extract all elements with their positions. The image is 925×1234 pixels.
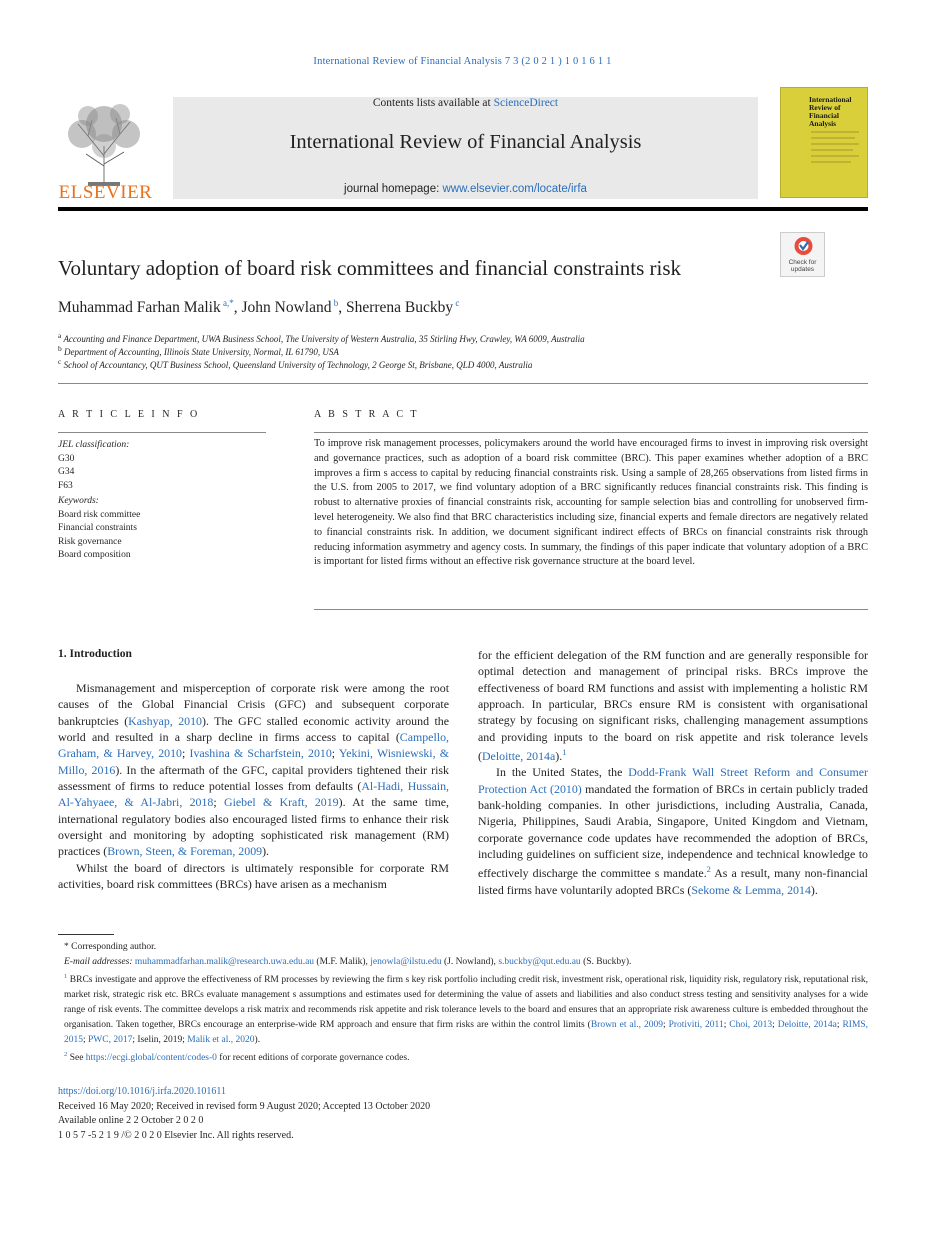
contents-availability [173,97,758,109]
abstract-heading: A B S T R A C T [314,409,420,420]
contents-prefix: Contents lists available at [372,97,494,109]
reference-link[interactable]: PWC, 2017 [88,1034,133,1045]
jel-label: JEL classification: [58,440,130,450]
author-affiliation-marker[interactable]: a,* [220,298,234,308]
footnote-divider [58,934,114,935]
reference-link[interactable]: s.buckby@qut.edu.au [498,956,581,967]
publication-info [58,1085,430,1143]
keyword: Board composition [58,550,131,560]
footnotes [58,940,868,1066]
journal-citation[interactable]: International Review of Financial Analysis 7 3 (2 0 2 1 ) 1 0 1 6 1 1 [313,56,612,67]
homepage-link[interactable]: www.elsevier.com/locate/irfa [442,183,587,195]
jel-code: F63 [58,480,73,491]
affiliation-divider [58,383,868,384]
abstract-divider [314,432,868,433]
paragraph: In the United States, the Dodd-Frank Wall Street Reform and Consumer Protection Act (2010) mandated the formation of BRCs in certain publicly traded bank-holding companies. In other jurisdictions, including Australia, Canada, Nigeria, Philippines, Saudi Arabia, Singapore, United Kingdom and Vietnam, corporate governance code updates have recommended the adoption of BRCs, including guidelines on sufficient size, independence and technical knowledge to effectively discharge the committee s mandate.$^2$ As a result, many non-financial listed firms have voluntarily adopted BRCs (Sekome & Lemma, 2014). [478,765,868,897]
body-right-column [478,647,868,898]
article-title: Voluntary adoption of board risk committees and financial constraints risk [58,256,682,280]
author-name: John Nowland [241,299,332,317]
paragraph: Whilst the board of directors is ultimately responsible for corporate RM activities, board risk committees (BRCs) have arisen as a mechanism [58,860,449,892]
reference-link[interactable]: Ivashina & Scharfstein, 2010 [189,746,332,761]
footnote-marker[interactable]: 1 [562,748,567,758]
paragraph: Mismanagement and misperception of corporate risk were among the root causes of the Global Financial Crisis (GFC) and subsequent corporate bankruptcies (Kashyap, 2010). The GFC stalled economic activity around the world and resulted in a sharp decline in firms access to capital (Campello, Graham, & Harvey, 2010; Ivashina & Scharfstein, 2010; Yekini, Wisniewski, & Millo, 2016). In the aftermath of the GFC, capital providers tightened their risk assessment of firms to reduce potential losses from defaults (Al-Hadi, Hussain, Al-Yahyaee, & Al-Jabri, 2018; Giebel & Kraft, 2019). At the same time, international regulatory bodies also encouraged listed firms to enhance their risk oversight and monitoring by adopting sophisticated risk management (RM) practices (Brown, Steen, & Foreman, 2009). [58,681,450,859]
footnote-2: $^2$ See https://ecgi.global/content/codes-0 for recent editions of corporate governance codes. [64,1050,410,1063]
abstract-bottom-divider [314,609,868,610]
check-for-updates-label: Check for updates [788,259,817,273]
reference-link[interactable]: RIMS, 2015 [64,1019,869,1045]
reference-link[interactable]: Deloitte, 2014a [481,749,556,764]
author-affiliation-marker[interactable]: c [453,298,460,308]
jel-code: G34 [58,467,75,477]
reference-link[interactable]: Malik et al., 2020 [187,1034,255,1045]
affiliation-c: $^c$ School of Accountancy, QUT Business School, Queensland University of Technology, 2 George St, Brisbane, QLD 4000, Australia [58,357,533,370]
cover-text-lines [809,128,864,178]
abstract-text: To improve risk management processes, policymakers around the world have encouraged firms to invest in improving risk oversight and governance practices, such as adoption of a board risk committee (BRC). This paper examines whether adoption of a BRC improves a firm s access to capital by reducing financial constraints risk. Using a sample of 28,265 observations from listed firms in the U.S. from 2005 to 2017, we find voluntary adoption of a BRC significantly reduces financial constraints risk. This finding is robust to alternative proxies of financial constraints risk, accounting for sample selection bias and controlling for unobserved firm-level heterogeneity. We also find that BRC characteristics including size, financial experts and female directors are negatively related to financial constraints risk. In addition, we document significant indirect effects of BRCs on financial constraints risk through reducing information asymmetry and agency costs. In summary, the findings of this paper indicate that voluntary adoption of a BRC is important for listed firms without an effective risk governance structure at the board level. [314,438,868,568]
footnote-1: $^1$ BRCs investigate and approve the effectiveness of RM processes by reviewing the firm s key risk portfolio including credit risk, investment risk, operational risk, liquidity risk, regulatory risk, reputational risk, market risk, strategic risk etc. BRCs evaluate management s assumptions and estimates used for determining the value of assets and liabilities and also conduct stress testing and sensitivity analyses for a wide range of risk events. The committee develops a risk matrix and recommends risk appetite and risk tolerance levels to the board and ensures that an appropriate risk awareness culture is embedded throughout the organisation. Taken together, BRCs encourage an enterprise-wide RM approach and ensure that firm risks are within the control limits (Brown et al., 2009; Protiviti, 2011; Choi, 2013; Deloitte, 2014a; RIMS, 2015; PWC, 2017; Iselin, 2019; Malik et al., 2020). [64,972,869,1045]
reference-link[interactable]: Kashyap, 2010 [128,713,202,728]
keyword: Board risk committee [58,509,141,520]
author-affiliation-marker[interactable]: b [331,298,339,308]
reference-link[interactable]: muhammadfarhan.malik@research.uwa.edu.au [134,956,315,967]
reference-link[interactable]: Choi, 2013 [729,1019,773,1030]
reference-link[interactable]: Dodd-Frank Wall Street Reform and Consumer Protection Act (2010) [478,765,868,796]
affiliation-a: $^a$ Accounting and Finance Department, UWA Business School, The University of Western Australia, 35 Stirling Hwy, Crawley, WA 6009, Australia [58,331,585,344]
homepage-prefix: journal homepage: [344,183,443,195]
header-rule [58,207,868,211]
cover-title: International Review of Financial Analysis [809,95,852,128]
article-info-heading: A R T I C L E I N F O [58,409,200,420]
author-name: Sherrena Buckby [345,299,454,317]
author-list: Muhammad Farhan Malik $^{a,*}$, John Nowland $^b$, Sherrena Buckby $^c$ [58,298,460,317]
affiliation-b: $^b$ Department of Accounting, Illinois State University, Normal, IL 61790, USA [58,344,339,357]
reference-link[interactable]: Protiviti, 2011 [668,1019,724,1030]
article-info-divider [58,432,266,433]
jel-code: G30 [58,453,75,464]
reference-link[interactable]: Campello, Graham, & Harvey, 2010 [58,730,449,761]
doi-link[interactable]: https://doi.org/10.1016/j.irfa.2020.101611 [58,1086,227,1097]
paragraph: for the efficient delegation of the RM function and are generally responsible for optimal detection and management of principal risks. BRCs improve the effectiveness of board RM functions and assist with implementing a holistic RM approach. In particular, BRCs ensure RM is consistent with organisational strategy by focusing on significant risks, challenging management assumptions and providing inputs to the board on risk appetite and risk tolerance levels (Deloitte, 2014a).$^1$ [478,648,868,764]
received-dates: Received 16 May 2020; Received in revised form 9 August 2020; Accepted 13 October 2020 [58,1100,431,1112]
reference-link[interactable]: Yekini, Wisniewski, & Millo, 2016 [58,746,450,777]
section-heading-introduction: 1. Introduction [58,648,132,660]
crossmark-icon [781,233,826,259]
reference-link[interactable]: Sekome & Lemma, 2014 [691,882,811,897]
journal-name: International Review of Financial Analysis [289,131,642,153]
sciencedirect-link[interactable]: ScienceDirect [493,97,559,109]
corresponding-author-note: * Corresponding author. [64,942,157,952]
reference-link[interactable]: Deloitte, 2014a [777,1019,837,1030]
available-online: Available online 2 2 October 2 0 2 0 [58,1115,204,1127]
footnote-marker[interactable]: 2 [64,1050,68,1058]
reference-link[interactable]: jenowla@ilstu.edu [370,956,442,967]
reference-link[interactable]: Giebel & Kraft, 2019 [223,795,339,810]
keyword: Risk governance [58,536,122,547]
publisher-wordmark: ELSEVIER [58,182,153,203]
reference-link[interactable]: Brown, Steen, & Foreman, 2009 [107,844,263,859]
article-info-block [58,439,140,563]
footnote-marker[interactable]: 2 [706,865,711,875]
footnote-marker[interactable]: 1 [64,972,68,980]
email-addresses: E-mail addresses: muhammadfarhan.malik@research.uwa.edu.au (M.F. Malik), jenowla@ilstu.edu (J. Nowland), s.buckby@qut.edu.au (S. Buckby). [64,956,632,967]
author-name: Muhammad Farhan Malik [58,299,221,317]
reference-link[interactable]: Brown et al., 2009 [590,1019,663,1030]
journal-homepage [173,183,758,195]
reference-link[interactable]: Al-Hadi, Hussain, Al-Yahyaee, & Al-Jabri, 2018 [58,779,449,810]
body-left-column [58,680,449,892]
reference-link[interactable]: https://ecgi.global/content/codes-0 [85,1052,217,1063]
keyword: Financial constraints [58,523,137,533]
copyright: 1 0 5 7 -5 2 1 9 /© 2 0 2 0 Elsevier Inc. All rights reserved. [58,1129,294,1141]
keywords-label: Keywords: [58,496,99,506]
